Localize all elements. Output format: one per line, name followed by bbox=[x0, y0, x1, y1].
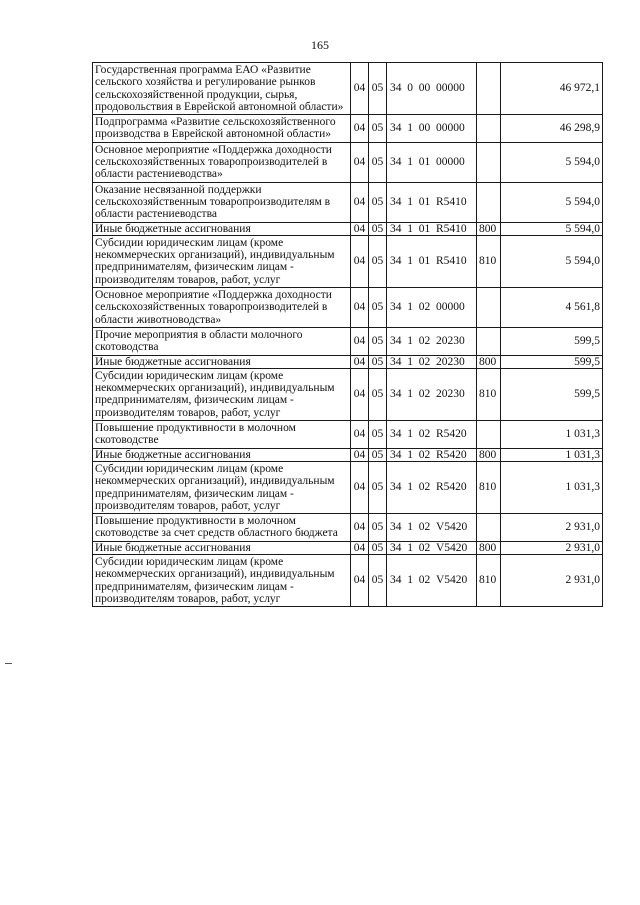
table-row bbox=[93, 327, 603, 355]
table-row bbox=[93, 554, 603, 606]
target-article-part: R5410 bbox=[436, 222, 467, 235]
target-article-part: 34 bbox=[390, 156, 402, 169]
target-article-part: 34 bbox=[390, 335, 402, 348]
row-name-cell: Повышение продуктивности в молочном скотоводстве bbox=[93, 421, 351, 449]
row-name-cell: Субсидии юридическим лицам (кроме некоммерческих организаций), индивидуальным предпринимателям, физическим лицам - производителям товаров, работ, услуг bbox=[93, 461, 351, 513]
target-article-part: 1 bbox=[407, 156, 413, 169]
target-article-part: 1 bbox=[407, 481, 413, 494]
row-target-article-cell bbox=[387, 554, 477, 606]
target-article-part: 34 bbox=[390, 541, 402, 554]
target-article-part: 20230 bbox=[436, 335, 465, 348]
row-name-cell: Подпрограмма «Развитие сельскохозяйственного производства в Еврейской автономной области» bbox=[93, 115, 351, 143]
row-expense-type-cell bbox=[477, 115, 501, 143]
row-subsection-cell: 05 bbox=[369, 182, 387, 222]
target-article-part: 02 bbox=[418, 335, 431, 348]
row-target-article-cell bbox=[387, 368, 477, 420]
target-article-part: 34 bbox=[390, 255, 402, 268]
row-subsection-cell: 05 bbox=[369, 541, 387, 554]
row-amount-cell: 1 031,3 bbox=[501, 461, 603, 513]
table-row bbox=[93, 448, 603, 461]
table-row bbox=[93, 461, 603, 513]
table-row bbox=[93, 541, 603, 554]
row-subsection-cell: 05 bbox=[369, 115, 387, 143]
row-subsection-cell: 05 bbox=[369, 63, 387, 115]
target-article-part: 1 bbox=[407, 255, 413, 268]
page-number: 165 bbox=[311, 38, 329, 52]
target-article-part: 34 bbox=[390, 122, 402, 135]
row-section-cell: 04 bbox=[351, 514, 369, 542]
row-amount-cell: 46 298,9 bbox=[501, 115, 603, 143]
row-name-cell: Государственная программа ЕАО «Развитие сельского хозяйства и регулирование рынков сельскохозяйственной продукции, сырья, продовольствия в Еврейской автономной области» bbox=[93, 63, 351, 115]
target-article-part: 00000 bbox=[436, 156, 465, 169]
row-section-cell: 04 bbox=[351, 541, 369, 554]
row-subsection-cell: 05 bbox=[369, 461, 387, 513]
row-section-cell: 04 bbox=[351, 142, 369, 182]
row-target-article-cell bbox=[387, 448, 477, 461]
target-article-part: R5420 bbox=[436, 481, 467, 494]
target-article-part: R5420 bbox=[436, 428, 467, 441]
row-name-cell: Иные бюджетные ассигнования bbox=[93, 448, 351, 461]
target-article-part: R5410 bbox=[436, 255, 467, 268]
row-target-article-cell bbox=[387, 355, 477, 368]
budget-table-body bbox=[93, 63, 603, 607]
row-name-cell: Иные бюджетные ассигнования bbox=[93, 222, 351, 235]
row-section-cell: 04 bbox=[351, 115, 369, 143]
target-article-part: 02 bbox=[418, 574, 431, 587]
row-expense-type-cell bbox=[477, 182, 501, 222]
row-section-cell: 04 bbox=[351, 235, 369, 287]
row-expense-type-cell: 810 bbox=[477, 368, 501, 420]
row-expense-type-cell bbox=[477, 514, 501, 542]
row-target-article-cell bbox=[387, 421, 477, 449]
row-subsection-cell: 05 bbox=[369, 421, 387, 449]
target-article-part: 01 bbox=[418, 255, 431, 268]
row-amount-cell: 46 972,1 bbox=[501, 63, 603, 115]
target-article-part: 34 bbox=[390, 195, 402, 208]
target-article-part: 1 bbox=[407, 541, 413, 554]
row-section-cell: 04 bbox=[351, 222, 369, 235]
row-section-cell: 04 bbox=[351, 63, 369, 115]
row-subsection-cell: 05 bbox=[369, 554, 387, 606]
target-article-part: 34 bbox=[390, 222, 402, 235]
target-article-part: 00 bbox=[418, 122, 431, 135]
table-row bbox=[93, 142, 603, 182]
row-expense-type-cell bbox=[477, 288, 501, 328]
row-amount-cell: 599,5 bbox=[501, 368, 603, 420]
target-article-part: 20230 bbox=[436, 355, 465, 368]
row-target-article-cell bbox=[387, 222, 477, 235]
row-target-article-cell bbox=[387, 142, 477, 182]
row-amount-cell: 2 931,0 bbox=[501, 541, 603, 554]
row-subsection-cell: 05 bbox=[369, 222, 387, 235]
target-article-part: V5420 bbox=[436, 521, 468, 534]
row-expense-type-cell: 800 bbox=[477, 541, 501, 554]
row-subsection-cell: 05 bbox=[369, 142, 387, 182]
target-article-part: 1 bbox=[407, 222, 413, 235]
table-row bbox=[93, 115, 603, 143]
row-section-cell: 04 bbox=[351, 355, 369, 368]
row-expense-type-cell: 810 bbox=[477, 554, 501, 606]
row-section-cell: 04 bbox=[351, 368, 369, 420]
target-article-part: 1 bbox=[407, 335, 413, 348]
row-amount-cell: 4 561,8 bbox=[501, 288, 603, 328]
row-subsection-cell: 05 bbox=[369, 288, 387, 328]
table-row bbox=[93, 421, 603, 449]
row-section-cell: 04 bbox=[351, 461, 369, 513]
row-target-article-cell bbox=[387, 514, 477, 542]
row-expense-type-cell bbox=[477, 142, 501, 182]
row-name-cell: Иные бюджетные ассигнования bbox=[93, 355, 351, 368]
row-section-cell: 04 bbox=[351, 448, 369, 461]
row-name-cell: Повышение продуктивности в молочном скотоводстве за счет средств областного бюджета bbox=[93, 514, 351, 542]
target-article-part: 34 bbox=[390, 521, 402, 534]
target-article-part: 02 bbox=[418, 428, 431, 441]
target-article-part: 34 bbox=[390, 355, 402, 368]
target-article-part: 1 bbox=[407, 195, 413, 208]
target-article-part: 00 bbox=[418, 82, 431, 95]
target-article-part: 34 bbox=[390, 428, 402, 441]
row-name-cell: Субсидии юридическим лицам (кроме некоммерческих организаций), индивидуальным предпринимателям, физическим лицам - производителям товаров, работ, услуг bbox=[93, 235, 351, 287]
row-name-cell: Основное мероприятие «Поддержка доходности сельскохозяйственных товаропроизводителей в области растениеводства» bbox=[93, 142, 351, 182]
row-expense-type-cell bbox=[477, 421, 501, 449]
target-article-part: V5420 bbox=[436, 574, 468, 587]
table-row bbox=[93, 235, 603, 287]
target-article-part: 1 bbox=[407, 428, 413, 441]
target-article-part: 34 bbox=[390, 388, 402, 401]
row-subsection-cell: 05 bbox=[369, 355, 387, 368]
row-target-article-cell bbox=[387, 461, 477, 513]
row-target-article-cell bbox=[387, 63, 477, 115]
row-amount-cell: 5 594,0 bbox=[501, 142, 603, 182]
row-expense-type-cell bbox=[477, 63, 501, 115]
row-amount-cell: 5 594,0 bbox=[501, 222, 603, 235]
row-amount-cell: 599,5 bbox=[501, 327, 603, 355]
row-expense-type-cell: 810 bbox=[477, 461, 501, 513]
target-article-part: 02 bbox=[418, 521, 431, 534]
table-row bbox=[93, 355, 603, 368]
row-target-article-cell bbox=[387, 327, 477, 355]
row-amount-cell: 1 031,3 bbox=[501, 421, 603, 449]
row-target-article-cell bbox=[387, 541, 477, 554]
target-article-part: 02 bbox=[418, 301, 431, 314]
target-article-part: 1 bbox=[407, 574, 413, 587]
row-subsection-cell: 05 bbox=[369, 448, 387, 461]
row-name-cell: Субсидии юридическим лицам (кроме некоммерческих организаций), индивидуальным предпринимателям, физическим лицам - производителям товаров, работ, услуг bbox=[93, 368, 351, 420]
target-article-part: R5420 bbox=[436, 448, 467, 461]
row-target-article-cell bbox=[387, 288, 477, 328]
row-section-cell: 04 bbox=[351, 288, 369, 328]
target-article-part: 02 bbox=[418, 448, 431, 461]
row-amount-cell: 599,5 bbox=[501, 355, 603, 368]
target-article-part: 34 bbox=[390, 574, 402, 587]
target-article-part: 01 bbox=[418, 156, 431, 169]
target-article-part: 1 bbox=[407, 122, 413, 135]
target-article-part: 1 bbox=[407, 301, 413, 314]
target-article-part: 1 bbox=[407, 388, 413, 401]
row-amount-cell: 5 594,0 bbox=[501, 182, 603, 222]
row-expense-type-cell: 800 bbox=[477, 222, 501, 235]
row-section-cell: 04 bbox=[351, 421, 369, 449]
target-article-part: 34 bbox=[390, 82, 402, 95]
target-article-part: 0 bbox=[407, 82, 413, 95]
row-name-cell: Субсидии юридическим лицам (кроме некоммерческих организаций), индивидуальным предпринимателям, физическим лицам - производителям товаров, работ, услуг bbox=[93, 554, 351, 606]
table-row bbox=[93, 368, 603, 420]
row-expense-type-cell: 800 bbox=[477, 355, 501, 368]
row-amount-cell: 2 931,0 bbox=[501, 514, 603, 542]
row-subsection-cell: 05 bbox=[369, 368, 387, 420]
table-row bbox=[93, 288, 603, 328]
target-article-part: 20230 bbox=[436, 388, 465, 401]
target-article-part: 02 bbox=[418, 388, 431, 401]
target-article-part: 34 bbox=[390, 481, 402, 494]
target-article-part: 01 bbox=[418, 222, 431, 235]
target-article-part: 00000 bbox=[436, 122, 465, 135]
row-section-cell: 04 bbox=[351, 182, 369, 222]
target-article-part: 01 bbox=[418, 195, 431, 208]
target-article-part: 34 bbox=[390, 301, 402, 314]
target-article-part: 34 bbox=[390, 448, 402, 461]
row-subsection-cell: 05 bbox=[369, 514, 387, 542]
row-name-cell: Основное мероприятие «Поддержка доходности сельскохозяйственных товаропроизводителей в области животноводства» bbox=[93, 288, 351, 328]
table-row bbox=[93, 514, 603, 542]
target-article-part: 02 bbox=[418, 481, 431, 494]
row-target-article-cell bbox=[387, 115, 477, 143]
row-name-cell: Прочие мероприятия в области молочного скотоводства bbox=[93, 327, 351, 355]
target-article-part: 1 bbox=[407, 355, 413, 368]
row-name-cell: Иные бюджетные ассигнования bbox=[93, 541, 351, 554]
row-target-article-cell bbox=[387, 235, 477, 287]
row-expense-type-cell: 810 bbox=[477, 235, 501, 287]
table-row bbox=[93, 222, 603, 235]
budget-table bbox=[92, 62, 603, 607]
row-section-cell: 04 bbox=[351, 554, 369, 606]
target-article-part: 1 bbox=[407, 521, 413, 534]
row-subsection-cell: 05 bbox=[369, 327, 387, 355]
target-article-part: 1 bbox=[407, 448, 413, 461]
row-name-cell: Оказание несвязанной поддержки сельскохозяйственным товаропроизводителям в области растениеводства bbox=[93, 182, 351, 222]
row-amount-cell: 2 931,0 bbox=[501, 554, 603, 606]
target-article-part: V5420 bbox=[436, 541, 468, 554]
target-article-part: 00000 bbox=[436, 301, 465, 314]
row-section-cell: 04 bbox=[351, 327, 369, 355]
row-expense-type-cell bbox=[477, 327, 501, 355]
table-row bbox=[93, 63, 603, 115]
row-amount-cell: 1 031,3 bbox=[501, 448, 603, 461]
row-subsection-cell: 05 bbox=[369, 235, 387, 287]
target-article-part: 02 bbox=[418, 355, 431, 368]
row-target-article-cell bbox=[387, 182, 477, 222]
target-article-part: R5410 bbox=[436, 195, 467, 208]
margin-mark bbox=[5, 663, 12, 664]
target-article-part: 00000 bbox=[436, 82, 465, 95]
target-article-part: 02 bbox=[418, 541, 431, 554]
row-amount-cell: 5 594,0 bbox=[501, 235, 603, 287]
row-expense-type-cell: 800 bbox=[477, 448, 501, 461]
table-row bbox=[93, 182, 603, 222]
